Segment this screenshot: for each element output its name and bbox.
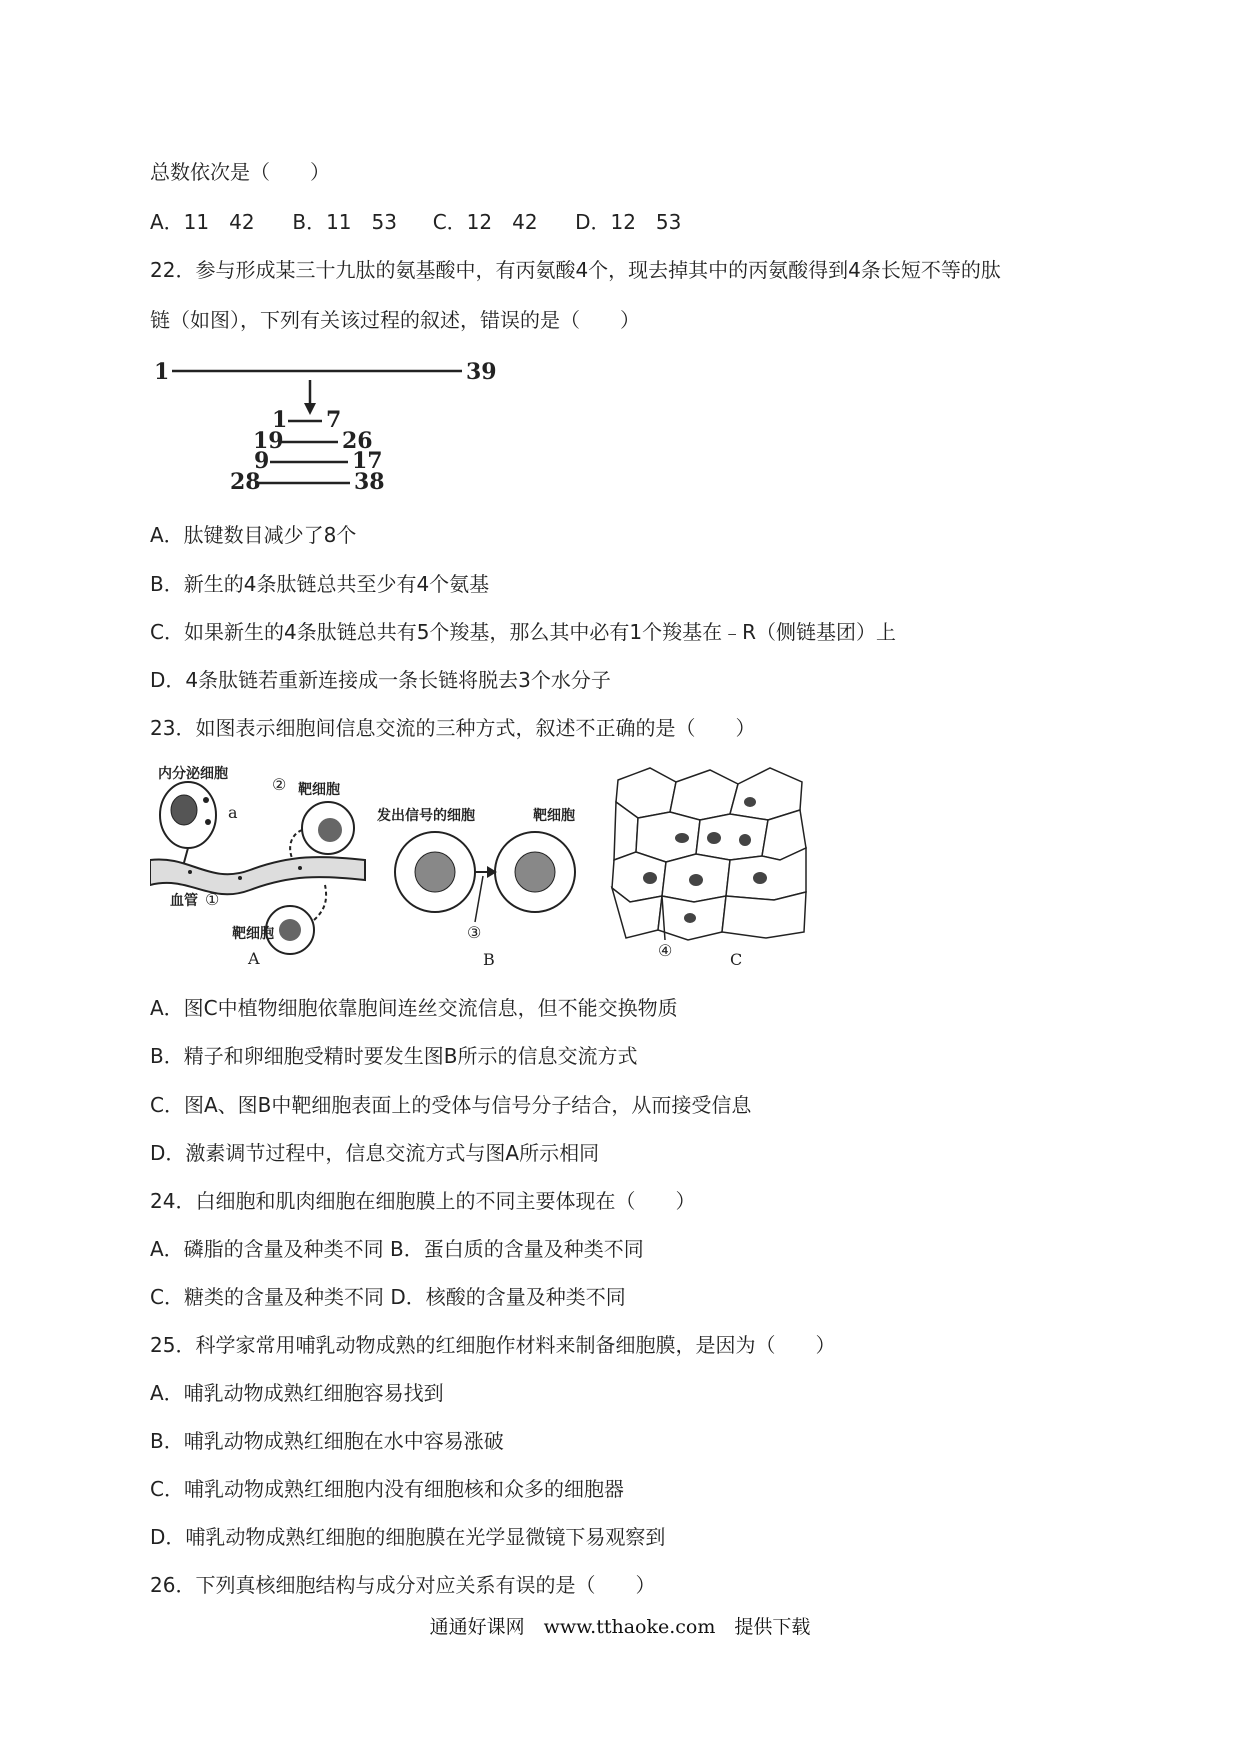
q23-option-c: C．图A、图B中靶细胞表面上的受体与信号分子结合，从而接受信息 bbox=[150, 1093, 752, 1117]
fig-a-target-bottom-nucleus bbox=[279, 919, 301, 941]
fig-c-circle4: ④ bbox=[658, 941, 673, 960]
q25-option-d: D．哺乳动物成熟红细胞的细胞膜在光学显微镜下易观察到 bbox=[150, 1525, 666, 1549]
q22-fig-chain4-end: 38 bbox=[354, 469, 385, 495]
fig-a-hormone bbox=[238, 876, 242, 880]
q22-fig-top-start: 1 bbox=[154, 359, 170, 385]
q22-fig-chain3-start: 9 bbox=[254, 448, 270, 474]
fig-c-nucleus bbox=[675, 833, 689, 843]
fig-a-hormone bbox=[298, 866, 302, 870]
q23-stem: 23．如图表示细胞间信息交流的三种方式，叙述不正确的是（ ） bbox=[150, 716, 756, 740]
fig-b-target-nucleus bbox=[515, 852, 555, 892]
q25-option-c: C．哺乳动物成熟红细胞内没有细胞核和众多的细胞器 bbox=[150, 1477, 624, 1501]
fig-c-nucleus bbox=[707, 832, 721, 844]
fig-c-nucleus bbox=[744, 797, 756, 807]
q21-stem-tail: 总数依次是（ ） bbox=[150, 160, 330, 184]
q22-fig-chain3-end: 17 bbox=[352, 448, 383, 474]
q23-option-a: A．图C中植物细胞依靠胞间连丝交流信息，但不能交换物质 bbox=[150, 996, 678, 1020]
fig-a-circle2: ② bbox=[272, 775, 287, 794]
fig-b-target-label: 靶细胞 bbox=[533, 808, 575, 824]
fig-c-nucleus bbox=[684, 913, 696, 923]
page-footer: 通通好课网 www.tthaoke.com 提供下载 bbox=[429, 1616, 811, 1638]
fig-c-nucleus bbox=[739, 834, 751, 846]
fig-a-target-top-label: 靶细胞 bbox=[298, 782, 340, 798]
fig-c-nucleus bbox=[689, 874, 703, 886]
fig-b-caption: B bbox=[483, 950, 495, 969]
fig-a-path-to-top bbox=[290, 830, 302, 858]
fig-a-hormone bbox=[188, 870, 192, 874]
q22-fig-chain2-end: 26 bbox=[342, 428, 373, 454]
q22-fig-chain1-end: 7 bbox=[326, 407, 342, 433]
q22-fig-chain2-start: 19 bbox=[253, 428, 284, 454]
q21-option-d: D．12 53 bbox=[575, 210, 682, 234]
q26-stem: 26．下列真核细胞结构与成分对应关系有误的是（ ） bbox=[150, 1573, 656, 1597]
fig-b-signal-cell-label: 发出信号的细胞 bbox=[377, 808, 475, 824]
q22-option-b: B．新生的4条肽链总共至少有4个氨基 bbox=[150, 572, 490, 596]
q23-figure-c bbox=[610, 760, 810, 970]
fig-a-vesicle bbox=[205, 819, 211, 825]
q21-option-c: C．12 42 bbox=[432, 210, 538, 234]
q22-option-c: C．如果新生的4条肽链总共有5个羧基，那么其中必有1个羧基在﹣R（侧链基团）上 bbox=[150, 620, 897, 644]
q23-option-d: D．激素调节过程中，信息交流方式与图A所示相同 bbox=[150, 1141, 600, 1165]
fig-c-nucleus bbox=[643, 872, 657, 884]
q21-options bbox=[150, 208, 681, 236]
fig-a-vesicle bbox=[203, 797, 209, 803]
q22-stem-line1: 22．参与形成某三十九肽的氨基酸中，有丙氨酸4个，现去掉其中的丙氨酸得到4条长短不等的肽 bbox=[150, 258, 1001, 282]
fig-b-pointer bbox=[475, 876, 483, 922]
fig-b-circle3: ③ bbox=[467, 923, 482, 942]
q23-figure-b bbox=[375, 800, 605, 970]
q23-figure-a bbox=[150, 760, 370, 970]
fig-a-target-bottom-label: 靶细胞 bbox=[232, 926, 274, 942]
q22-fig-arrow-head bbox=[304, 403, 316, 415]
q22-stem-line2: 链（如图），下列有关该过程的叙述，错误的是（ ） bbox=[150, 308, 640, 332]
q24-stem: 24．白细胞和肌肉细胞在细胞膜上的不同主要体现在（ ） bbox=[150, 1189, 696, 1213]
fig-c-caption: C bbox=[730, 950, 743, 969]
fig-a-target-top-nucleus bbox=[318, 818, 342, 842]
q25-option-b: B．哺乳动物成熟红细胞在水中容易涨破 bbox=[150, 1429, 504, 1453]
q22-fig-chain4-start: 28 bbox=[230, 469, 261, 495]
fig-c-plant-cells bbox=[612, 768, 806, 940]
q25-option-a: A．哺乳动物成熟红细胞容易找到 bbox=[150, 1381, 444, 1405]
q22-fig-chain1-start: 1 bbox=[272, 407, 288, 433]
q23-option-b: B．精子和卵细胞受精时要发生图B所示的信息交流方式 bbox=[150, 1044, 638, 1068]
fig-a-circle1: ① bbox=[205, 890, 220, 909]
fig-a-endocrine-nucleus bbox=[171, 795, 197, 825]
fig-c-nucleus bbox=[753, 872, 767, 884]
fig-a-letter-a: a bbox=[228, 803, 238, 822]
fig-a-path-to-bottom bbox=[314, 885, 326, 920]
fig-a-caption: A bbox=[248, 949, 260, 968]
q22-option-d: D．4条肽链若重新连接成一条长链将脱去3个水分子 bbox=[150, 668, 611, 692]
fig-a-blood-vessel bbox=[150, 857, 365, 894]
q22-option-a: A．肽键数目减少了8个 bbox=[150, 523, 357, 547]
q21-option-a: A．11 42 bbox=[150, 210, 255, 234]
q21-option-b: B．11 53 bbox=[292, 210, 397, 234]
q22-peptide-figure bbox=[150, 355, 510, 495]
q24-options-line1: A．磷脂的含量及种类不同 B．蛋白质的含量及种类不同 bbox=[150, 1237, 644, 1261]
q24-options-line2: C．糖类的含量及种类不同 D．核酸的含量及种类不同 bbox=[150, 1285, 626, 1309]
q25-stem: 25．科学家常用哺乳动物成熟的红细胞作材料来制备细胞膜，是因为（ ） bbox=[150, 1333, 836, 1357]
q22-fig-top-end: 39 bbox=[466, 359, 497, 385]
fig-b-signal-nucleus bbox=[415, 852, 455, 892]
fig-a-vessel-label: 血管 bbox=[170, 893, 198, 909]
fig-a-endocrine-label: 内分泌细胞 bbox=[158, 766, 228, 782]
